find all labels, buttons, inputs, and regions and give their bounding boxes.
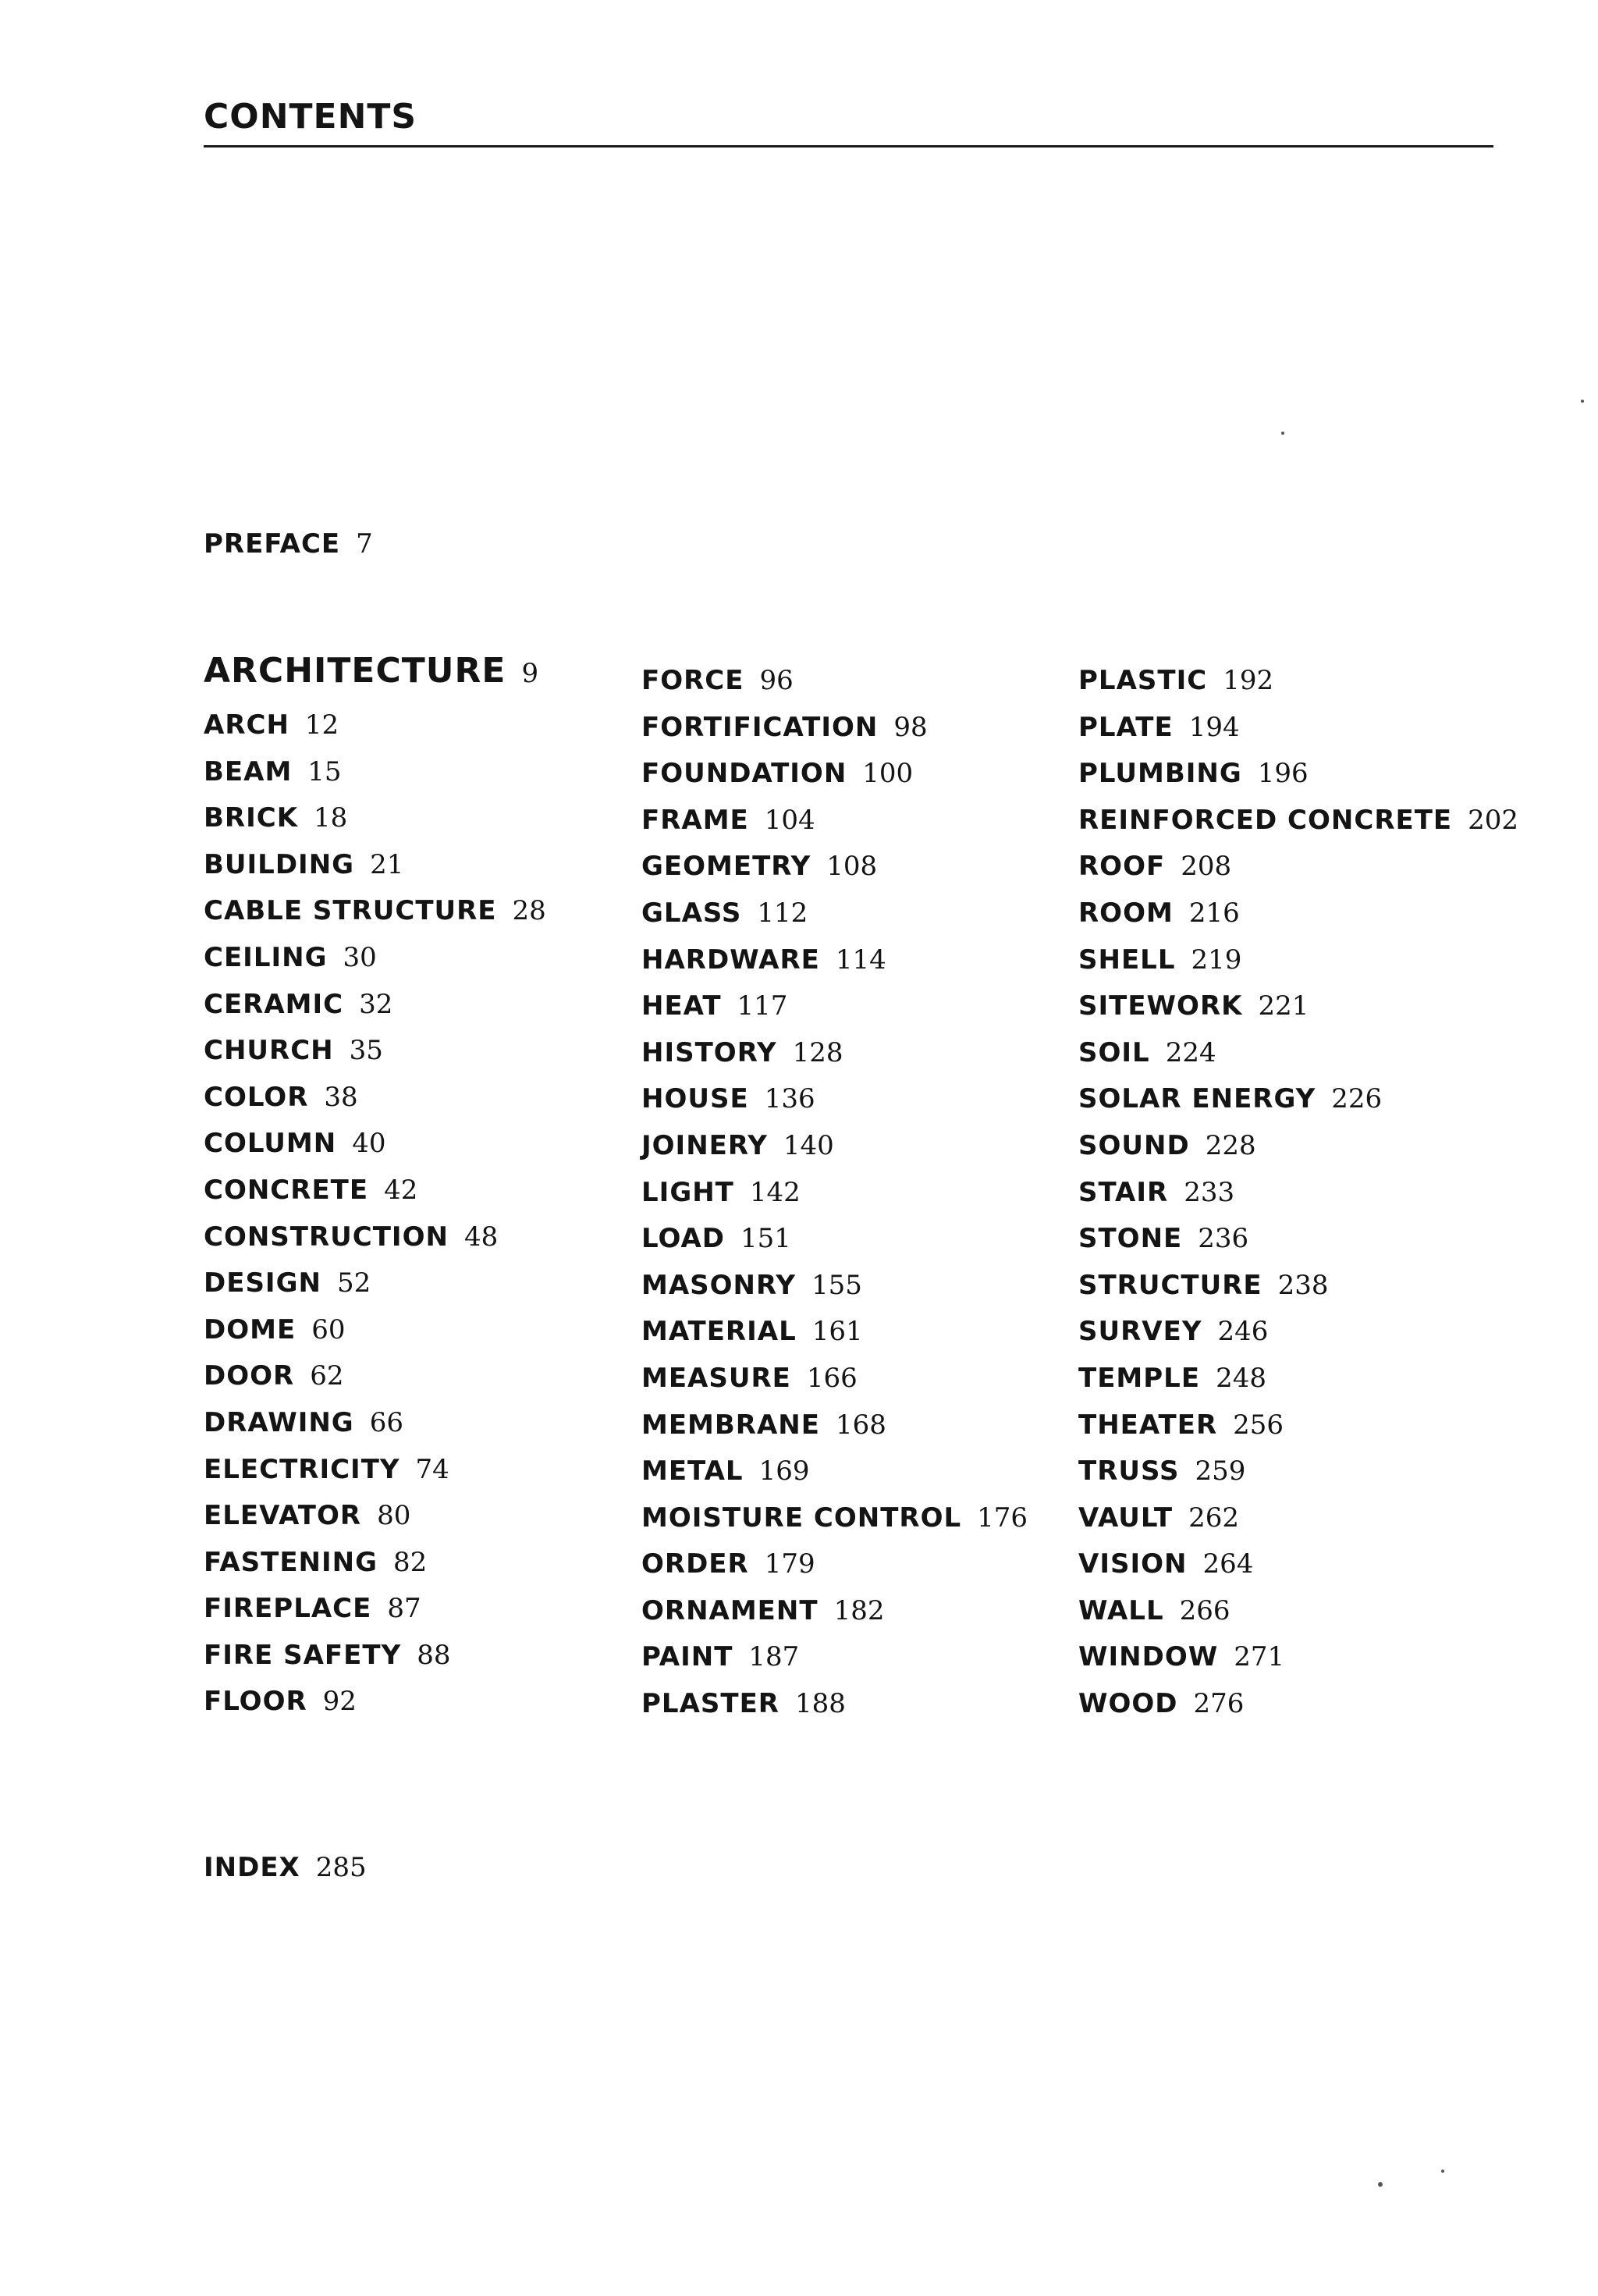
toc-entry-label: TRUSS [1078, 1455, 1180, 1487]
toc-entry[interactable] [204, 897, 641, 944]
toc-entry[interactable] [204, 941, 641, 991]
toc-entry[interactable] [641, 1225, 1078, 1272]
toc-entry-label: FORTIFICATION [641, 711, 879, 743]
page-title: CONTENTS [204, 97, 417, 137]
toc-entry-label: FORCE [641, 665, 744, 696]
toc-entry-label: SITEWORK [1078, 990, 1243, 1022]
toc-entry[interactable] [1078, 760, 1515, 807]
toc-entry-label: MEASURE [641, 1362, 791, 1394]
toc-entry-label: WOOD [1078, 1688, 1178, 1720]
scan-speck [1378, 2182, 1383, 2187]
toc-entry-label: SHELL [1078, 944, 1176, 976]
toc-entry-label: PREFACE [204, 528, 341, 560]
toc-entry-label: PLUMBING [1078, 758, 1242, 790]
toc-entry-label: GEOMETRY [641, 851, 811, 883]
toc-entry-label: HEAT [641, 990, 722, 1022]
toc-entry-label: HISTORY [641, 1036, 777, 1068]
toc-entry-page: 262 [1188, 1502, 1240, 1534]
toc-entry-label: FLOOR [204, 1686, 307, 1718]
toc-entry[interactable] [1078, 1176, 1515, 1226]
toc-entry[interactable] [1078, 1036, 1515, 1086]
toc-entry[interactable] [641, 1176, 1078, 1226]
toc-entry-page: 233 [1184, 1176, 1235, 1208]
toc-entry-label: BEAM [204, 755, 293, 787]
toc-entry[interactable] [204, 1502, 641, 1549]
toc-entry[interactable] [204, 1313, 641, 1363]
toc-entry[interactable] [641, 711, 1078, 761]
toc-entry-page: 221 [1258, 990, 1309, 1022]
toc-entry-label: ROOF [1078, 851, 1166, 883]
toc-entry-label: ARCH [204, 709, 289, 741]
toc-entry-page: 179 [764, 1548, 815, 1580]
toc-entry[interactable] [204, 1546, 641, 1596]
toc-entry-page: 142 [749, 1176, 801, 1208]
toc-entry-page: 276 [1193, 1688, 1245, 1720]
toc-entry-label: TEMPLE [1078, 1362, 1201, 1394]
toc-entry-page: 12 [304, 709, 339, 741]
toc-entry[interactable] [204, 1081, 641, 1131]
toc-entry[interactable] [641, 760, 1078, 807]
toc-entry[interactable] [641, 1409, 1078, 1459]
toc-entry-page: 82 [393, 1546, 428, 1578]
toc-column-1 [204, 709, 641, 1735]
toc-entry[interactable] [1078, 804, 1519, 854]
toc-entry[interactable] [1078, 1690, 1515, 1737]
toc-entry[interactable] [1078, 1083, 1515, 1132]
toc-entry-page: 88 [417, 1639, 451, 1671]
toc-entry-label: BRICK [204, 802, 299, 834]
toc-entry[interactable] [641, 1502, 1078, 1551]
toc-entry-page: 92 [322, 1686, 357, 1718]
toc-entry-page: 35 [349, 1035, 383, 1067]
toc-entry-preface[interactable] [204, 528, 373, 560]
toc-entry[interactable] [641, 667, 1078, 714]
toc-entry-label: PLASTIC [1078, 665, 1208, 696]
toc-entry[interactable] [204, 1453, 641, 1503]
toc-entry-label: VAULT [1078, 1502, 1174, 1534]
toc-entry-label: ELEVATOR [204, 1500, 362, 1532]
toc-column-2 [641, 667, 1078, 1737]
toc-entry-label: GLASS [641, 897, 742, 929]
scan-speck [1281, 432, 1284, 435]
toc-entry[interactable] [641, 1269, 1078, 1319]
toc-entry[interactable] [1078, 1455, 1515, 1505]
toc-entry[interactable] [204, 988, 641, 1038]
toc-entry[interactable] [1078, 667, 1515, 714]
toc-entry[interactable] [641, 897, 1078, 947]
toc-entry-page: 28 [512, 895, 546, 927]
toc-entry-page: 38 [324, 1081, 358, 1113]
toc-entry[interactable] [204, 848, 641, 898]
toc-entry[interactable] [641, 804, 1078, 854]
toc-entry-label: LIGHT [641, 1176, 734, 1208]
toc-entry-label: STONE [1078, 1223, 1183, 1255]
toc-entry-page: 21 [370, 848, 404, 880]
title-divider [204, 145, 1493, 147]
toc-entry-page: 224 [1165, 1036, 1216, 1068]
toc-entry[interactable] [204, 1221, 641, 1271]
toc-entry-label: HOUSE [641, 1083, 749, 1115]
toc-entry-label: STAIR [1078, 1176, 1169, 1208]
toc-entry-label: COLOR [204, 1081, 309, 1113]
toc-entry-page: 155 [811, 1269, 862, 1301]
toc-entry[interactable] [204, 709, 641, 759]
toc-entry-label: CEILING [204, 941, 328, 973]
toc-entry[interactable] [204, 1406, 641, 1456]
toc-entry-page: 136 [764, 1083, 815, 1115]
toc-entry-label: ORDER [641, 1548, 749, 1580]
toc-entry[interactable] [204, 1360, 641, 1409]
toc-entry[interactable] [1078, 1318, 1515, 1365]
toc-entry-page: 285 [315, 1852, 367, 1883]
toc-entry-page: 192 [1223, 665, 1274, 696]
toc-entry-label: PAINT [641, 1641, 733, 1673]
toc-entry-label: FOUNDATION [641, 758, 847, 790]
toc-entry-label: THEATER [1078, 1409, 1218, 1441]
toc-section-label: ARCHITECTURE [204, 651, 506, 691]
toc-entry-page: 161 [811, 1316, 863, 1348]
toc-entry-label: FIRE SAFETY [204, 1639, 402, 1671]
toc-entry-label: FASTENING [204, 1546, 378, 1578]
toc-entry[interactable] [1078, 1225, 1515, 1272]
toc-entry-page: 259 [1195, 1455, 1246, 1487]
toc-entry-label: SOLAR ENERGY [1078, 1083, 1316, 1115]
toc-entry-page: 30 [343, 941, 377, 973]
toc-entry[interactable] [204, 1130, 641, 1177]
toc-entry-label: REINFORCED CONCRETE [1078, 804, 1453, 836]
toc-entry-label: SOIL [1078, 1036, 1150, 1068]
toc-entry[interactable] [641, 944, 1078, 993]
toc-entry-label: LOAD [641, 1223, 725, 1255]
toc-entry-label: CERAMIC [204, 988, 344, 1020]
toc-entry-page: 208 [1181, 851, 1232, 883]
toc-section-page: 9 [521, 658, 539, 689]
toc-entry[interactable] [1078, 1129, 1515, 1179]
toc-entry[interactable] [1078, 990, 1515, 1040]
toc-entry-label: DESIGN [204, 1267, 321, 1299]
toc-entry-page: 128 [792, 1036, 843, 1068]
toc-entry-page: 202 [1468, 804, 1519, 836]
toc-entry-label: ELECTRICITY [204, 1453, 400, 1485]
toc-entry-label: PLASTER [641, 1688, 779, 1720]
toc-entry-page: 151 [740, 1223, 791, 1255]
toc-entry-page: 256 [1233, 1409, 1284, 1441]
toc-entry-label: CHURCH [204, 1035, 334, 1067]
toc-entry[interactable] [641, 1083, 1078, 1132]
toc-entry-label: DOOR [204, 1360, 295, 1392]
toc-entry-page: 32 [359, 988, 393, 1020]
toc-entry-page: 98 [893, 711, 928, 743]
toc-entry-label: INDEX [204, 1852, 300, 1883]
toc-entry-label: DRAWING [204, 1406, 354, 1438]
toc-entry-page: 74 [415, 1453, 449, 1485]
toc-entry-page: 60 [311, 1313, 346, 1345]
toc-entry-page: 168 [835, 1409, 886, 1441]
toc-entry[interactable] [641, 1129, 1078, 1179]
toc-entry-page: 66 [369, 1406, 403, 1438]
toc-entry-label: CABLE STRUCTURE [204, 895, 497, 927]
toc-entry-page: 188 [794, 1688, 846, 1720]
toc-entry-page: 246 [1217, 1316, 1269, 1348]
toc-entry[interactable] [1078, 1362, 1515, 1412]
toc-entry-label: PLATE [1078, 711, 1174, 743]
toc-entry-page: 52 [336, 1267, 371, 1299]
toc-entry-label: MOISTURE CONTROL [641, 1502, 962, 1534]
toc-entry-page: 226 [1331, 1083, 1383, 1115]
toc-entry[interactable] [1078, 1502, 1515, 1551]
toc-entry-label: FRAME [641, 804, 749, 836]
toc-entry-label: METAL [641, 1455, 744, 1487]
toc-entry-page: 169 [758, 1455, 810, 1487]
toc-entry[interactable] [1078, 1548, 1515, 1598]
toc-entry-page: 196 [1257, 758, 1309, 790]
toc-entry-page: 112 [757, 897, 808, 929]
toc-entry[interactable] [1078, 1594, 1515, 1644]
toc-entry[interactable] [641, 853, 1078, 900]
toc-entry[interactable] [204, 1037, 641, 1084]
toc-entry-page: 271 [1234, 1641, 1285, 1673]
toc-entry[interactable] [1078, 711, 1515, 761]
toc-entry[interactable] [204, 1688, 641, 1735]
toc-entry-page: 219 [1191, 944, 1242, 976]
toc-entry-page: 140 [783, 1129, 834, 1161]
toc-entry-page: 48 [463, 1221, 499, 1253]
toc-entry[interactable] [204, 1267, 641, 1317]
toc-entry[interactable] [1078, 1409, 1515, 1459]
toc-entry-label: ORNAMENT [641, 1594, 819, 1626]
toc-entry-page: 18 [314, 802, 348, 834]
toc-entry[interactable] [641, 1362, 1078, 1412]
toc-entry[interactable] [1078, 853, 1515, 900]
scan-speck [1581, 400, 1584, 403]
toc-section-architecture[interactable] [204, 651, 539, 691]
toc-entry-label: MEMBRANE [641, 1409, 820, 1441]
toc-entry[interactable] [641, 1036, 1078, 1086]
toc-entry-label: WINDOW [1078, 1641, 1219, 1673]
toc-entry-page: 42 [384, 1174, 418, 1206]
toc-entry-label: CONCRETE [204, 1174, 369, 1206]
toc-entry[interactable] [204, 1595, 641, 1642]
toc-entry-page: 238 [1277, 1269, 1329, 1301]
toc-entry-page: 108 [826, 851, 878, 883]
toc-entry-label: HARDWARE [641, 944, 820, 976]
toc-entry-page: 104 [764, 804, 815, 836]
toc-entry-label: FIREPLACE [204, 1593, 372, 1625]
toc-entry-page: 194 [1188, 711, 1240, 743]
toc-entry[interactable] [204, 755, 641, 805]
toc-entry[interactable] [641, 990, 1078, 1040]
toc-entry-page: 216 [1188, 897, 1240, 929]
toc-entry[interactable] [641, 1455, 1078, 1505]
toc-entry[interactable] [641, 1641, 1078, 1690]
toc-entry-page: 80 [377, 1500, 411, 1532]
toc-entry-page: 264 [1202, 1548, 1254, 1580]
toc-entry-label: MATERIAL [641, 1316, 797, 1348]
toc-entry[interactable] [1078, 897, 1515, 947]
toc-entry[interactable] [1078, 1269, 1515, 1319]
toc-entry[interactable] [641, 1690, 1078, 1737]
toc-entry-page: 236 [1198, 1223, 1249, 1255]
toc-entry-page: 15 [307, 755, 342, 787]
toc-entry[interactable] [641, 1548, 1078, 1598]
toc-entry-page: 96 [759, 665, 794, 696]
toc-entry[interactable] [1078, 1641, 1515, 1690]
toc-entry-label: DOME [204, 1313, 297, 1345]
toc-entry[interactable] [204, 802, 641, 851]
toc-entry-label: ROOM [1078, 897, 1174, 929]
toc-entry[interactable] [641, 1594, 1078, 1644]
toc-entry-page: 40 [352, 1128, 386, 1160]
toc-entry-page: 182 [833, 1594, 885, 1626]
toc-entry-label: CONSTRUCTION [204, 1221, 449, 1253]
toc-entry-page: 228 [1205, 1129, 1256, 1161]
toc-entry-page: 266 [1179, 1594, 1230, 1626]
toc-entry-page: 166 [806, 1362, 858, 1394]
toc-entry-page: 100 [862, 758, 914, 790]
toc-entry[interactable] [1078, 944, 1515, 993]
toc-entry-page: 114 [835, 944, 886, 976]
toc-entry-label: MASONRY [641, 1269, 796, 1301]
toc-entry-label: SOUND [1078, 1129, 1190, 1161]
toc-entry-page: 117 [737, 990, 788, 1022]
toc-entry-label: VISION [1078, 1548, 1188, 1580]
toc-entry-page: 176 [977, 1502, 1028, 1534]
toc-entry[interactable] [204, 1174, 641, 1224]
toc-entry-label: BUILDING [204, 848, 355, 880]
toc-entry-page: 87 [387, 1593, 421, 1625]
toc-column-3 [1078, 665, 1519, 1737]
toc-entry-label: COLUMN [204, 1128, 337, 1160]
toc-entry-label: SURVEY [1078, 1316, 1202, 1348]
toc-entry-page: 248 [1216, 1362, 1266, 1394]
toc-entry-page: 62 [310, 1360, 344, 1392]
toc-entry-label: WALL [1078, 1594, 1164, 1626]
toc-entry-label: STRUCTURE [1078, 1269, 1262, 1301]
toc-entry-index[interactable] [204, 1854, 367, 1881]
toc-entry-label: JOINERY [641, 1129, 768, 1161]
scan-speck [1441, 2170, 1444, 2173]
toc-entry[interactable] [641, 1318, 1078, 1365]
toc-entry-page: 187 [748, 1641, 800, 1673]
toc-entry[interactable] [204, 1639, 641, 1689]
toc-entry-page: 7 [356, 528, 373, 560]
